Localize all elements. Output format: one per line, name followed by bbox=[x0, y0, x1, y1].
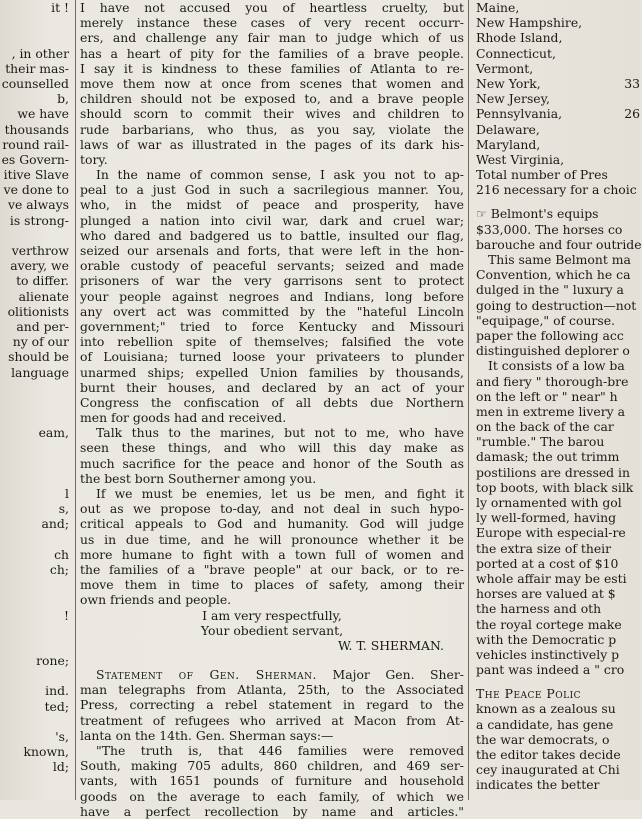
belmont-line: pant was indeed a " cro bbox=[476, 662, 625, 678]
letter-line: move them in time to places of safety, among their bbox=[80, 577, 464, 593]
state-name: Connecticut, bbox=[476, 45, 556, 61]
belmont-line: "rumble." The barou bbox=[476, 434, 605, 450]
left-column-line: is strong- bbox=[9, 212, 69, 228]
state-votes: 33 bbox=[624, 75, 640, 91]
right-column bbox=[472, 0, 640, 800]
electoral-total bbox=[472, 167, 640, 197]
left-column-line: ted; bbox=[44, 698, 69, 714]
letter-line: any overt act was committed by the "hateful Lincoln bbox=[80, 303, 464, 319]
letter-line: rude barbarians, who thus, as you say, violate the bbox=[80, 121, 464, 137]
statement-body bbox=[80, 682, 464, 819]
left-column-line: , in other bbox=[11, 45, 69, 61]
left-column-line bbox=[0, 638, 72, 653]
belmont-line: It consists of a low ba bbox=[488, 358, 625, 374]
left-column-line: it ! bbox=[51, 0, 69, 15]
letter-line: move them now at once from scenes that women and bbox=[80, 75, 464, 91]
belmont-line: on the back of the car bbox=[476, 419, 614, 435]
letter-signature: W. T. SHERMAN. bbox=[337, 637, 444, 653]
peace-line: indicates the better bbox=[476, 777, 600, 793]
left-column-line: ny of our bbox=[12, 334, 69, 350]
state-row bbox=[472, 137, 640, 152]
letter-line: into rebellion spite of themselves; falsified the vote bbox=[80, 334, 464, 350]
peace-policy-article bbox=[472, 701, 640, 792]
state-vote-list bbox=[472, 0, 640, 167]
statement-line: goods on the average to each family, of which we bbox=[80, 788, 464, 804]
left-column-line bbox=[0, 623, 72, 638]
state-name: New Jersey, bbox=[476, 91, 550, 107]
left-column-line: alienate bbox=[18, 288, 69, 304]
letter-line: laws of war as illustrated in the pages of its dark his- bbox=[80, 136, 464, 152]
total-line: Total number of Pres bbox=[476, 167, 608, 183]
left-column-line: known, bbox=[23, 744, 69, 760]
belmont-line: ly well-formed, having bbox=[476, 510, 617, 526]
state-row bbox=[472, 122, 640, 137]
left-column-line: 's, bbox=[55, 729, 69, 744]
belmont-line: $33,000. The horses co bbox=[476, 221, 623, 237]
statement-line: treatment of refugees who arrived at Macon from At- bbox=[80, 712, 464, 728]
state-row bbox=[472, 46, 640, 61]
letter-paragraph-enemies bbox=[80, 486, 464, 608]
left-column-line: should be bbox=[8, 349, 69, 365]
belmont-line: the royal cortege make bbox=[476, 616, 622, 632]
letter-paragraph-common-sense bbox=[80, 167, 464, 425]
belmont-lead: Belmont's equips bbox=[490, 206, 599, 222]
belmont-line: and fiery " thorough-bre bbox=[476, 373, 629, 389]
state-row bbox=[472, 30, 640, 45]
left-column-line bbox=[0, 30, 72, 45]
statement-heading: Statement of Gen. Sherman. bbox=[96, 667, 317, 683]
left-column-line: ! bbox=[64, 607, 69, 623]
belmont-line: vehicles instinctively p bbox=[476, 646, 620, 662]
statement-line: lanta on the 14th. Gen. Sherman says:— bbox=[80, 727, 334, 743]
peace-line: cey inaugurated at Chi bbox=[476, 762, 620, 778]
left-column-line: and; bbox=[41, 516, 69, 532]
statement-line: "The truth is, that 446 families were removed bbox=[96, 743, 464, 758]
letter-line: men for goods had and received. bbox=[80, 410, 287, 426]
left-column-line: olitionists bbox=[7, 303, 69, 319]
left-column-line: s, bbox=[58, 501, 69, 517]
belmont-line: the extra size of their bbox=[476, 540, 612, 556]
state-row bbox=[472, 61, 640, 76]
left-column-line: and per- bbox=[16, 318, 69, 334]
left-column-line: ve done to bbox=[3, 182, 69, 198]
letter-line: us in due time, and he will pronounce whether it be bbox=[80, 531, 464, 547]
left-column-line: ve always bbox=[8, 197, 69, 213]
letter-line: more humane to fight with a town full of women and bbox=[80, 546, 464, 562]
left-column-line bbox=[0, 775, 72, 790]
letter-line: I have not accused you of heartless cruelty, but bbox=[80, 0, 464, 15]
belmont-line: Convention, which he ca bbox=[476, 267, 631, 283]
left-column-line: avery, we bbox=[10, 258, 69, 274]
left-column-line: round rail- bbox=[2, 136, 69, 152]
state-name: New York, bbox=[476, 75, 541, 91]
manicule-icon: ☞ bbox=[476, 207, 487, 222]
letter-line: merely instance these cases of very recent occurr- bbox=[80, 15, 464, 31]
left-column-line: counselled bbox=[1, 75, 69, 91]
belmont-first-line bbox=[472, 206, 640, 221]
left-column-line bbox=[0, 15, 72, 30]
letter-line: government;" tried to force Kentucky and Missouri bbox=[80, 318, 464, 334]
letter-line: tory. bbox=[80, 151, 108, 167]
state-name: Maine, bbox=[476, 0, 520, 15]
left-column-line: ch; bbox=[49, 561, 69, 577]
state-votes: 26 bbox=[624, 106, 640, 122]
belmont-line: paper the following acc bbox=[476, 327, 624, 343]
left-column-line: rone; bbox=[36, 653, 69, 669]
sherman-letter-column bbox=[80, 0, 464, 819]
letter-line: burnt their houses, and declared by an act of your bbox=[80, 379, 464, 395]
belmont-line: going to destruction—not bbox=[476, 297, 637, 313]
state-name: Rhode Island, bbox=[476, 30, 563, 46]
left-column-line: language bbox=[11, 364, 69, 380]
belmont-line: dulged in the " luxury a bbox=[476, 282, 624, 298]
letter-line: In the name of common sense, I ask you not to ap- bbox=[96, 167, 464, 183]
peace-line: the war democrats, o bbox=[476, 731, 610, 747]
left-column-line: ind. bbox=[45, 683, 69, 699]
left-column-line: ld; bbox=[52, 759, 69, 775]
belmont-article bbox=[472, 222, 640, 678]
letter-line: plunged a nation into civil war, dark and cruel war; bbox=[80, 212, 464, 228]
letter-line: much sacrifice for the peace and honor of the South as bbox=[80, 455, 464, 471]
letter-line: your people against negroes and Indians, long before bbox=[80, 288, 464, 304]
state-row bbox=[472, 0, 640, 15]
left-column-line: es Govern- bbox=[1, 151, 69, 167]
state-name: Delaware, bbox=[476, 121, 540, 137]
state-name: Maryland, bbox=[476, 136, 541, 152]
left-column-line: b, bbox=[57, 91, 69, 107]
belmont-line: distinguished deplorer o bbox=[476, 343, 630, 359]
left-column-line bbox=[0, 410, 72, 425]
left-column-line: ch bbox=[54, 546, 69, 562]
peace-line: a candidate, has gene bbox=[476, 716, 614, 732]
statement-line: have a perfect recollection by name and articles." bbox=[80, 803, 464, 819]
left-column-line bbox=[0, 668, 72, 683]
letter-line: has a heart of pity for the families of a brave people. bbox=[80, 45, 464, 61]
belmont-line: on the left or " near" h bbox=[476, 388, 618, 404]
letter-line: Talk thus to the marines, but not to me, who have bbox=[96, 425, 464, 441]
state-name: Vermont, bbox=[476, 60, 534, 76]
state-row bbox=[472, 15, 640, 30]
statement-first-line bbox=[80, 667, 464, 682]
letter-line: peal to a just God in such a sacrilegious manner. You, bbox=[80, 182, 464, 198]
letter-line: Congress the confiscation of all debts due Northern bbox=[80, 394, 464, 410]
left-column-line: their mas- bbox=[5, 60, 69, 76]
left-column-line bbox=[0, 440, 72, 455]
left-column-line bbox=[0, 532, 72, 547]
letter-line: I say it is kindness to these families of Atlanta to re- bbox=[80, 60, 464, 76]
letter-line: the families of a "brave people" at our back, or to re- bbox=[80, 561, 464, 577]
letter-paragraph-marines bbox=[80, 425, 464, 486]
left-column bbox=[0, 0, 72, 800]
belmont-line: whole affair may be esti bbox=[476, 570, 627, 586]
left-column-line bbox=[0, 471, 72, 486]
statement-line: South, making 705 adults, 860 children, and 469 ser- bbox=[80, 758, 464, 774]
letter-line: If we must be enemies, let us be men, and fight it bbox=[96, 486, 464, 501]
belmont-line: the harness and oth bbox=[476, 601, 602, 617]
belmont-line: ported at a cost of $10 bbox=[476, 555, 619, 571]
state-name: New Hampshire, bbox=[476, 15, 583, 31]
letter-line: out as we propose to-day, and not deal in such hypo- bbox=[80, 501, 464, 517]
state-row bbox=[472, 106, 640, 121]
left-column-line bbox=[0, 577, 72, 592]
belmont-line: damask; the out trimm bbox=[476, 449, 620, 465]
left-column-line: we have bbox=[17, 106, 69, 122]
letter-line: prisoners of war the very garrisons sent to protect bbox=[80, 273, 464, 289]
state-row bbox=[472, 152, 640, 167]
letter-line: seen these things, and who will this day make as bbox=[80, 440, 464, 456]
belmont-line: top boots, with black silk bbox=[476, 479, 634, 495]
state-name: Pennsylvania, bbox=[476, 106, 563, 122]
left-column-line bbox=[0, 395, 72, 410]
left-column-line bbox=[0, 456, 72, 471]
letter-line: the best born Southerner among you. bbox=[80, 470, 317, 486]
left-column-line bbox=[0, 380, 72, 395]
belmont-line: horses are valued at $ bbox=[476, 586, 616, 602]
belmont-line: ly ornamented with gol bbox=[476, 495, 622, 510]
letter-line: orable custody of peaceful servants; seized and made bbox=[80, 258, 464, 274]
state-row bbox=[472, 76, 640, 91]
left-column-line: to differ. bbox=[16, 273, 69, 289]
left-column-line: eam, bbox=[38, 425, 69, 441]
letter-line: should scorn to commit their wives and children to bbox=[80, 106, 464, 122]
letter-line: unarmed ships; expelled Union families by thousands, bbox=[80, 364, 464, 380]
letter-opening-paragraph bbox=[80, 0, 464, 167]
state-name: West Virginia, bbox=[476, 151, 565, 167]
left-column-line bbox=[0, 592, 72, 607]
letter-line: critical appeals to God and humanity. God will judge bbox=[80, 516, 464, 532]
left-column-line bbox=[0, 714, 72, 729]
peace-line: the editor takes decide bbox=[476, 747, 621, 762]
statement-lead: Major Gen. Sher- bbox=[332, 667, 464, 683]
column-rule-left bbox=[75, 0, 76, 800]
letter-line: ers, and challenge any fair man to judge which of us bbox=[80, 30, 464, 46]
statement-line: Press, correcting a rebel statement in regard to the bbox=[80, 697, 464, 713]
peace-line: known as a zealous su bbox=[476, 701, 616, 717]
total-line: 216 necessary for a choic bbox=[476, 182, 637, 198]
belmont-line: "equipage," of course. bbox=[476, 312, 615, 328]
belmont-line: This same Belmont ma bbox=[488, 252, 631, 267]
left-column-line: thousands bbox=[4, 121, 69, 137]
letter-line: who dared and badgered us to battle, insulted our flag, bbox=[80, 227, 464, 243]
belmont-line: Europe with especial-re bbox=[476, 525, 626, 541]
left-column-line: verthrow bbox=[11, 243, 69, 258]
belmont-line: barouche and four outride bbox=[476, 236, 642, 252]
letter-line: who, in the midst of peace and prosperity, have bbox=[80, 197, 464, 213]
left-column-line: itive Slave bbox=[3, 167, 69, 183]
peace-policy-heading: The Peace Polic bbox=[476, 686, 582, 702]
statement-line: man telegraphs from Atlanta, 25th, to the Associated bbox=[80, 682, 464, 698]
letter-line: children should not be exposed to, and a brave people bbox=[80, 91, 464, 107]
letter-closing: I am very respectfully, bbox=[202, 607, 342, 623]
left-column-line: l bbox=[65, 486, 69, 501]
column-rule-right bbox=[468, 0, 469, 800]
letter-closing-servant: Your obedient servant, bbox=[200, 622, 344, 638]
left-column-line bbox=[0, 228, 72, 243]
statement-line: vants, with 1651 pounds of furniture and household bbox=[80, 773, 464, 789]
belmont-line: men in extreme livery a bbox=[476, 403, 625, 419]
belmont-line: postilions are dressed in bbox=[476, 464, 630, 480]
letter-line: of Louisiana; turned loose your privateers to plunder bbox=[80, 349, 464, 365]
letter-line: own friends and people. bbox=[80, 592, 232, 608]
belmont-line: with the Democratic p bbox=[476, 631, 617, 647]
letter-line: seized our arsenals and forts, that were left in the hon- bbox=[80, 243, 464, 258]
state-row bbox=[472, 91, 640, 106]
